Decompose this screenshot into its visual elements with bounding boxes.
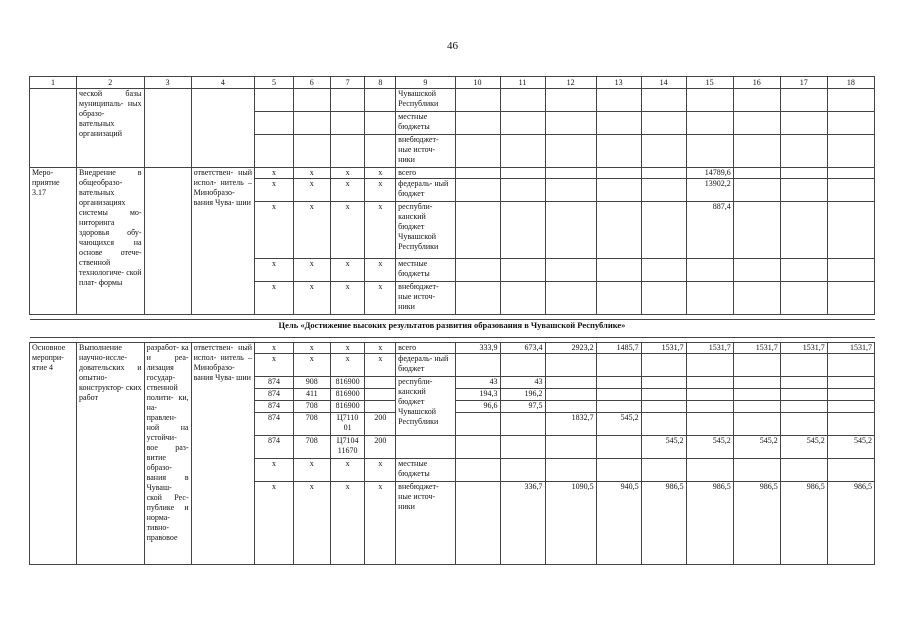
empty-cell xyxy=(733,282,780,315)
column-header: 6 xyxy=(293,77,330,89)
value-cell: 333,9 xyxy=(455,343,500,354)
column-header: 17 xyxy=(780,77,827,89)
empty-cell xyxy=(641,112,686,135)
source-label: внебюджет- ные источ- ники xyxy=(396,482,455,565)
measure-name: Внедрение в общеобразо- вательных организациях системы мо- ниторинга здоровья обу- чающихся на основе отече- ственной технологиче- ской плат- формы xyxy=(77,168,145,315)
empty-cell xyxy=(545,282,596,315)
empty-cell xyxy=(733,459,780,482)
empty-cell xyxy=(686,112,733,135)
value-cell xyxy=(641,389,686,401)
value-cell: 196,2 xyxy=(500,389,545,401)
code-cell: x xyxy=(293,343,330,354)
source-label: федераль- ный бюджет xyxy=(396,179,455,202)
program-table xyxy=(29,76,875,565)
value-cell xyxy=(596,377,641,389)
value-cell: 97,5 xyxy=(500,401,545,413)
source-label: внебюджет- ные источ- ники xyxy=(396,282,455,315)
column-header: 3 xyxy=(144,77,191,89)
empty-cell xyxy=(641,259,686,282)
budget-code: 816900 xyxy=(330,389,365,401)
budget-code: 200 xyxy=(365,436,396,459)
value-cell: 940,5 xyxy=(596,482,641,565)
empty-cell xyxy=(596,282,641,315)
empty-cell xyxy=(827,459,874,482)
empty-cell xyxy=(733,179,780,202)
budget-code: 816900 xyxy=(330,401,365,413)
empty-cell xyxy=(293,112,330,135)
value-cell xyxy=(686,413,733,436)
empty-cell xyxy=(455,112,500,135)
empty-cell xyxy=(596,179,641,202)
empty-cell xyxy=(255,135,294,168)
empty-cell xyxy=(686,135,733,168)
empty-cell xyxy=(455,354,500,377)
column-header: 8 xyxy=(365,77,396,89)
budget-code: 708 xyxy=(293,436,330,459)
empty-cell xyxy=(827,354,874,377)
empty-cell xyxy=(545,354,596,377)
code-cell: x xyxy=(365,202,396,259)
value-cell: 2923,2 xyxy=(545,343,596,354)
code-cell: x xyxy=(330,202,365,259)
value-cell: 1531,7 xyxy=(733,343,780,354)
value-cell xyxy=(733,377,780,389)
empty-cell xyxy=(780,282,827,315)
empty-cell xyxy=(686,282,733,315)
empty-cell xyxy=(827,179,874,202)
empty-cell xyxy=(780,89,827,112)
value-cell: 1531,7 xyxy=(641,343,686,354)
column-header: 16 xyxy=(733,77,780,89)
code-cell: x xyxy=(330,459,365,482)
continuation-name: ческой базы муниципаль- ных образо- вательных организаций xyxy=(77,89,145,168)
value-cell xyxy=(686,389,733,401)
empty-cell xyxy=(293,135,330,168)
empty-cell xyxy=(596,259,641,282)
empty-cell xyxy=(30,89,77,168)
code-cell: x xyxy=(255,354,294,377)
goal-title: Цель «Достижение высоких результатов развития образования в Чувашской Республике» xyxy=(278,320,626,330)
value-cell xyxy=(500,436,545,459)
empty-cell xyxy=(780,112,827,135)
empty-cell xyxy=(827,89,874,112)
empty-cell xyxy=(545,459,596,482)
empty-cell xyxy=(500,112,545,135)
value-cell xyxy=(596,401,641,413)
code-cell: x xyxy=(255,202,294,259)
value-cell xyxy=(780,413,827,436)
value-cell xyxy=(827,389,874,401)
budget-code: 874 xyxy=(255,389,294,401)
value-cell: 887,4 xyxy=(686,202,733,259)
empty-cell xyxy=(780,354,827,377)
empty-cell xyxy=(293,89,330,112)
code-cell: x xyxy=(293,168,330,179)
code-cell: x xyxy=(330,354,365,377)
empty-cell xyxy=(641,202,686,259)
value-cell xyxy=(545,436,596,459)
code-cell: x xyxy=(255,459,294,482)
value-cell: 673,4 xyxy=(500,343,545,354)
empty-cell xyxy=(545,168,596,179)
value-cell: 545,2 xyxy=(827,436,874,459)
empty-cell xyxy=(255,89,294,112)
column-header: 11 xyxy=(500,77,545,89)
code-cell: x xyxy=(255,179,294,202)
value-cell xyxy=(827,401,874,413)
value-cell xyxy=(455,482,500,565)
value-cell: 986,5 xyxy=(733,482,780,565)
empty-cell xyxy=(144,89,191,168)
budget-code: 874 xyxy=(255,413,294,436)
value-cell: 545,2 xyxy=(733,436,780,459)
empty-cell xyxy=(780,135,827,168)
column-header: 14 xyxy=(641,77,686,89)
table-row xyxy=(30,89,875,112)
code-cell: x xyxy=(365,354,396,377)
code-cell: x xyxy=(293,482,330,565)
value-cell: 13902,2 xyxy=(686,179,733,202)
empty-cell xyxy=(686,89,733,112)
empty-cell xyxy=(500,354,545,377)
empty-cell xyxy=(365,135,396,168)
code-cell: x xyxy=(255,259,294,282)
empty-cell xyxy=(596,135,641,168)
empty-cell xyxy=(455,89,500,112)
empty-cell xyxy=(733,112,780,135)
value-cell xyxy=(545,389,596,401)
value-cell xyxy=(733,389,780,401)
code-cell: x xyxy=(293,259,330,282)
code-cell: x xyxy=(293,202,330,259)
value-cell: 986,5 xyxy=(827,482,874,565)
column-header: 7 xyxy=(330,77,365,89)
empty-cell xyxy=(330,135,365,168)
value-cell xyxy=(686,377,733,389)
empty-cell xyxy=(733,354,780,377)
value-cell: 986,5 xyxy=(641,482,686,565)
code-cell: x xyxy=(293,179,330,202)
empty-cell xyxy=(641,135,686,168)
value-cell xyxy=(545,401,596,413)
source-label: федераль- ный бюджет xyxy=(396,354,455,377)
empty-cell xyxy=(827,282,874,315)
budget-code: Ц7104 11670 xyxy=(330,436,365,459)
column-header: 10 xyxy=(455,77,500,89)
value-cell xyxy=(827,377,874,389)
empty-cell xyxy=(686,259,733,282)
empty-cell xyxy=(733,135,780,168)
empty-cell xyxy=(596,354,641,377)
empty-cell xyxy=(641,459,686,482)
budget-code: 816900 xyxy=(330,377,365,389)
code-cell: x xyxy=(255,482,294,565)
empty-cell xyxy=(500,282,545,315)
empty-cell xyxy=(330,89,365,112)
value-cell xyxy=(596,436,641,459)
empty-cell xyxy=(780,459,827,482)
empty-cell xyxy=(396,436,455,459)
empty-cell xyxy=(827,202,874,259)
column-header: 12 xyxy=(545,77,596,89)
goal-row xyxy=(30,320,875,338)
budget-code: 908 xyxy=(293,377,330,389)
value-cell: 986,5 xyxy=(686,482,733,565)
empty-cell xyxy=(686,354,733,377)
empty-cell xyxy=(827,259,874,282)
empty-cell xyxy=(545,135,596,168)
value-cell xyxy=(641,413,686,436)
empty-cell xyxy=(733,168,780,179)
budget-code: 874 xyxy=(255,436,294,459)
empty-cell xyxy=(455,202,500,259)
code-cell: x xyxy=(330,259,365,282)
measure-code: Основное меропри- ятие 4 xyxy=(30,343,77,565)
empty-cell xyxy=(255,112,294,135)
value-cell: 1531,7 xyxy=(686,343,733,354)
empty-cell xyxy=(455,282,500,315)
value-cell xyxy=(455,436,500,459)
code-cell: x xyxy=(330,343,365,354)
measure-code: Меро- приятие 3.17 xyxy=(30,168,77,315)
code-cell: x xyxy=(365,282,396,315)
empty-cell xyxy=(641,168,686,179)
empty-cell xyxy=(733,202,780,259)
budget-code: 874 xyxy=(255,401,294,413)
column-header: 9 xyxy=(396,77,455,89)
empty-cell xyxy=(455,259,500,282)
column-header: 1 xyxy=(30,77,77,89)
empty-cell xyxy=(500,89,545,112)
value-cell xyxy=(733,401,780,413)
value-cell: 194,3 xyxy=(455,389,500,401)
value-cell xyxy=(596,389,641,401)
table-row xyxy=(30,168,875,179)
value-cell xyxy=(545,377,596,389)
value-cell xyxy=(641,401,686,413)
budget-code: 874 xyxy=(255,377,294,389)
source-label: местные бюджеты xyxy=(396,459,455,482)
empty-cell xyxy=(596,202,641,259)
budget-code: 411 xyxy=(293,389,330,401)
empty-cell xyxy=(455,459,500,482)
empty-cell xyxy=(545,179,596,202)
source-label: всего xyxy=(396,343,455,354)
empty-cell xyxy=(500,135,545,168)
code-cell: x xyxy=(365,179,396,202)
budget-code: 708 xyxy=(293,401,330,413)
value-cell: 14789,6 xyxy=(686,168,733,179)
empty-cell xyxy=(780,202,827,259)
empty-cell xyxy=(545,202,596,259)
budget-code: 200 xyxy=(365,413,396,436)
value-cell: 1090,5 xyxy=(545,482,596,565)
budget-code xyxy=(365,377,396,389)
column-header: 4 xyxy=(191,77,254,89)
empty-cell xyxy=(545,89,596,112)
value-cell: 96,6 xyxy=(455,401,500,413)
empty-cell xyxy=(545,112,596,135)
value-cell: 1531,7 xyxy=(780,343,827,354)
value-cell xyxy=(780,377,827,389)
source-label: республи- канский бюджет Чувашской Республики xyxy=(396,377,455,436)
value-cell: 545,2 xyxy=(686,436,733,459)
value-cell xyxy=(641,377,686,389)
empty-cell xyxy=(686,459,733,482)
value-cell xyxy=(686,401,733,413)
empty-cell xyxy=(596,89,641,112)
value-cell: 1485,7 xyxy=(596,343,641,354)
empty-cell xyxy=(500,179,545,202)
code-cell: x xyxy=(330,482,365,565)
responsible-executor: ответствен- ный испол- нитель – Минобразо- вания Чува- шии xyxy=(191,168,254,315)
empty-cell xyxy=(455,179,500,202)
code-cell: x xyxy=(330,282,365,315)
column-header: 2 xyxy=(77,77,145,89)
value-cell xyxy=(827,413,874,436)
code-cell: x xyxy=(330,168,365,179)
column-header: 5 xyxy=(255,77,294,89)
empty-cell xyxy=(641,354,686,377)
empty-cell xyxy=(780,168,827,179)
value-cell: 336,7 xyxy=(500,482,545,565)
empty-cell xyxy=(780,179,827,202)
code-cell: x xyxy=(293,282,330,315)
column-header: 13 xyxy=(596,77,641,89)
empty-cell xyxy=(641,282,686,315)
value-cell: 43 xyxy=(500,377,545,389)
empty-cell xyxy=(780,259,827,282)
value-cell xyxy=(455,413,500,436)
empty-cell xyxy=(365,112,396,135)
column-header: 15 xyxy=(686,77,733,89)
value-cell xyxy=(733,413,780,436)
empty-cell xyxy=(500,459,545,482)
empty-cell xyxy=(596,168,641,179)
measure-name: Выполнение научно-иссле- довательских и опытно- конструктор- ских работ xyxy=(77,343,145,565)
code-cell: x xyxy=(365,259,396,282)
budget-code xyxy=(365,401,396,413)
empty-cell xyxy=(733,259,780,282)
budget-code: 708 xyxy=(293,413,330,436)
code-cell: x xyxy=(293,354,330,377)
header-row xyxy=(30,77,875,89)
empty-cell xyxy=(455,168,500,179)
empty-cell xyxy=(365,89,396,112)
value-cell xyxy=(780,389,827,401)
value-cell: 545,2 xyxy=(596,413,641,436)
code-cell: x xyxy=(365,459,396,482)
column-header: 18 xyxy=(827,77,874,89)
code-cell: x xyxy=(293,459,330,482)
empty-cell xyxy=(827,168,874,179)
empty-cell xyxy=(827,112,874,135)
value-cell: 1531,7 xyxy=(827,343,874,354)
code-cell: x xyxy=(255,343,294,354)
empty-cell xyxy=(733,89,780,112)
empty-cell xyxy=(641,179,686,202)
source-label: республи- канский бюджет Чувашской Республики xyxy=(396,202,455,259)
source-label: всего xyxy=(396,168,455,179)
code-cell: x xyxy=(365,482,396,565)
empty-cell xyxy=(827,135,874,168)
value-cell xyxy=(780,401,827,413)
empty-cell xyxy=(500,202,545,259)
code-cell: x xyxy=(365,168,396,179)
measure-goal: разработ- ка и реа- лизация государ- ственной полити- ки, на- правлен- ной на устойчи- вое раз- витие образо- вания в Чуваш- ской Рес- публике и норма- тивно- правовое xyxy=(144,343,191,565)
code-cell: x xyxy=(255,282,294,315)
empty-cell xyxy=(330,112,365,135)
empty-cell xyxy=(545,259,596,282)
value-cell: 43 xyxy=(455,377,500,389)
code-cell: x xyxy=(330,179,365,202)
source-label: Чувашской Республики xyxy=(396,89,455,112)
empty-cell xyxy=(596,459,641,482)
value-cell: 545,2 xyxy=(641,436,686,459)
empty-cell xyxy=(500,259,545,282)
code-cell: x xyxy=(255,168,294,179)
budget-code: Ц7110 01 xyxy=(330,413,365,436)
code-cell: x xyxy=(365,343,396,354)
empty-cell xyxy=(641,89,686,112)
value-cell: 545,2 xyxy=(780,436,827,459)
empty-cell xyxy=(455,135,500,168)
empty-cell xyxy=(191,89,254,168)
source-label: внебюджет- ные источ- ники xyxy=(396,135,455,168)
value-cell xyxy=(500,413,545,436)
empty-cell xyxy=(500,168,545,179)
source-label: местные бюджеты xyxy=(396,259,455,282)
page-number: 46 xyxy=(447,40,458,52)
value-cell: 1832,7 xyxy=(545,413,596,436)
source-label: местные бюджеты xyxy=(396,112,455,135)
budget-code xyxy=(365,389,396,401)
empty-cell xyxy=(596,112,641,135)
value-cell: 986,5 xyxy=(780,482,827,565)
empty-cell xyxy=(144,168,191,315)
table-row xyxy=(30,343,875,354)
responsible-executor: ответствен- ный испол- нитель – Минобразо- вания Чува- шии xyxy=(191,343,254,565)
